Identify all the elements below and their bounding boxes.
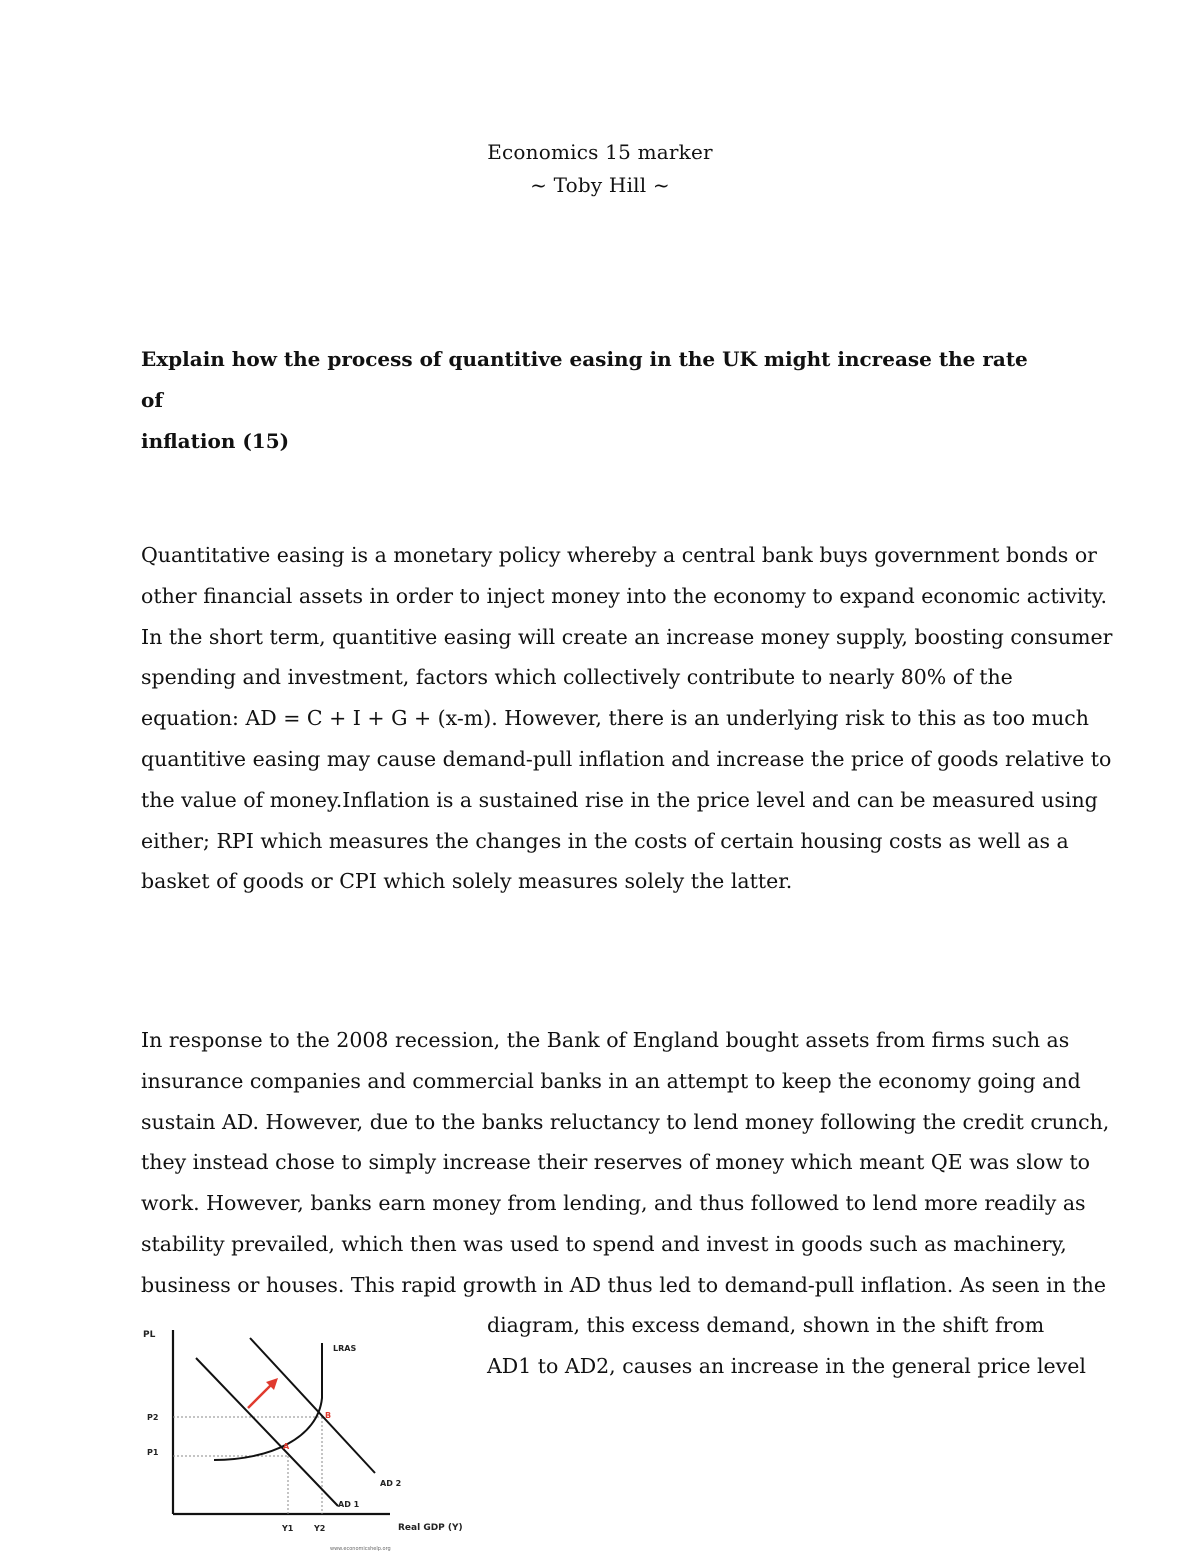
paragraph-line: Quantitative easing is a monetary policy whereby a central bank buys government bonds or [141,543,1097,567]
x-axis-label: Real GDP (Y) [398,1523,463,1533]
paragraph-line: stability prevailed, which then was used to spend and invest in goods such as machinery, [141,1231,1067,1256]
paragraph-line: other financial assets in order to inject money into the economy to expand economic activity. [141,583,1108,608]
y1-label: Y1 [282,1524,294,1533]
question-line: Explain how the process of quantitive easing in the UK might increase the rate of [141,347,1028,412]
paragraph-line: In response to the 2008 recession, the Bank of England bought assets from firms such as [141,1028,1070,1052]
p1-label: P1 [147,1448,159,1457]
ad-lras-diagram [140,1318,480,1553]
question-line: inflation (15) [141,429,290,453]
ad2-label: AD 2 [380,1479,402,1488]
point-b-label: B [325,1411,332,1420]
paragraph-1 [141,535,1113,902]
paragraph-line: sustain AD. However, due to the banks reluctancy to lend money following the credit crunch, [141,1109,1110,1134]
paragraph-line: work. However, banks earn money from lending, and thus followed to lend more readily as [141,1191,1086,1216]
paragraph-line: spending and investment, factors which collectively contribute to nearly 80% of the [141,665,1013,690]
paragraph-line: insurance companies and commercial banks in an attempt to keep the economy going and [141,1068,1081,1093]
y2-label: Y2 [314,1524,326,1533]
paragraph-line: In the short term, quantitive easing will create an increase money supply, boosting consumer [141,624,1113,649]
shift-arrow [248,1383,273,1408]
paragraph-line: quantitive easing may cause demand-pull inflation and increase the price of goods relative to [141,746,1112,771]
paragraph-line: the value of money.Inflation is a sustained rise in the price level and can be measured using [141,787,1098,812]
paragraph-line: equation: AD = C + I + G + (x-m). However, there is an underlying risk to this as too much [141,706,1089,731]
paragraph-line: business or houses. This rapid growth in AD thus led to demand-pull inflation. As seen in the [141,1272,1106,1297]
paragraph-line: AD1 to AD2, causes an increase in the general price level [487,1353,1086,1378]
question-heading [141,339,1041,462]
y-axis-label: PL [143,1330,156,1340]
diagram-watermark: www.economicshelp.org [330,1546,391,1552]
paragraph-line: either; RPI which measures the changes in the costs of certain housing costs as well as a [141,828,1069,853]
point-a-label: A [283,1442,290,1451]
ad1-label: AD 1 [338,1500,360,1509]
lras-curve [214,1343,322,1460]
paragraph-line: diagram, this excess demand, shown in the shift from [487,1313,1045,1337]
p2-label: P2 [147,1413,159,1422]
document-title: Economics 15 marker [487,140,713,164]
paragraph-2 [141,1020,1110,1306]
document-author: ~ Toby Hill ~ [530,173,670,197]
lras-label: LRAS [333,1344,357,1353]
paragraph-line: basket of goods or CPI which solely measures solely the latter. [141,869,793,894]
paragraph-2-wrapped [487,1305,1087,1387]
paragraph-line: they instead chose to simply increase their reserves of money which meant QE was slow to [141,1150,1090,1175]
ad1-curve [196,1358,338,1506]
